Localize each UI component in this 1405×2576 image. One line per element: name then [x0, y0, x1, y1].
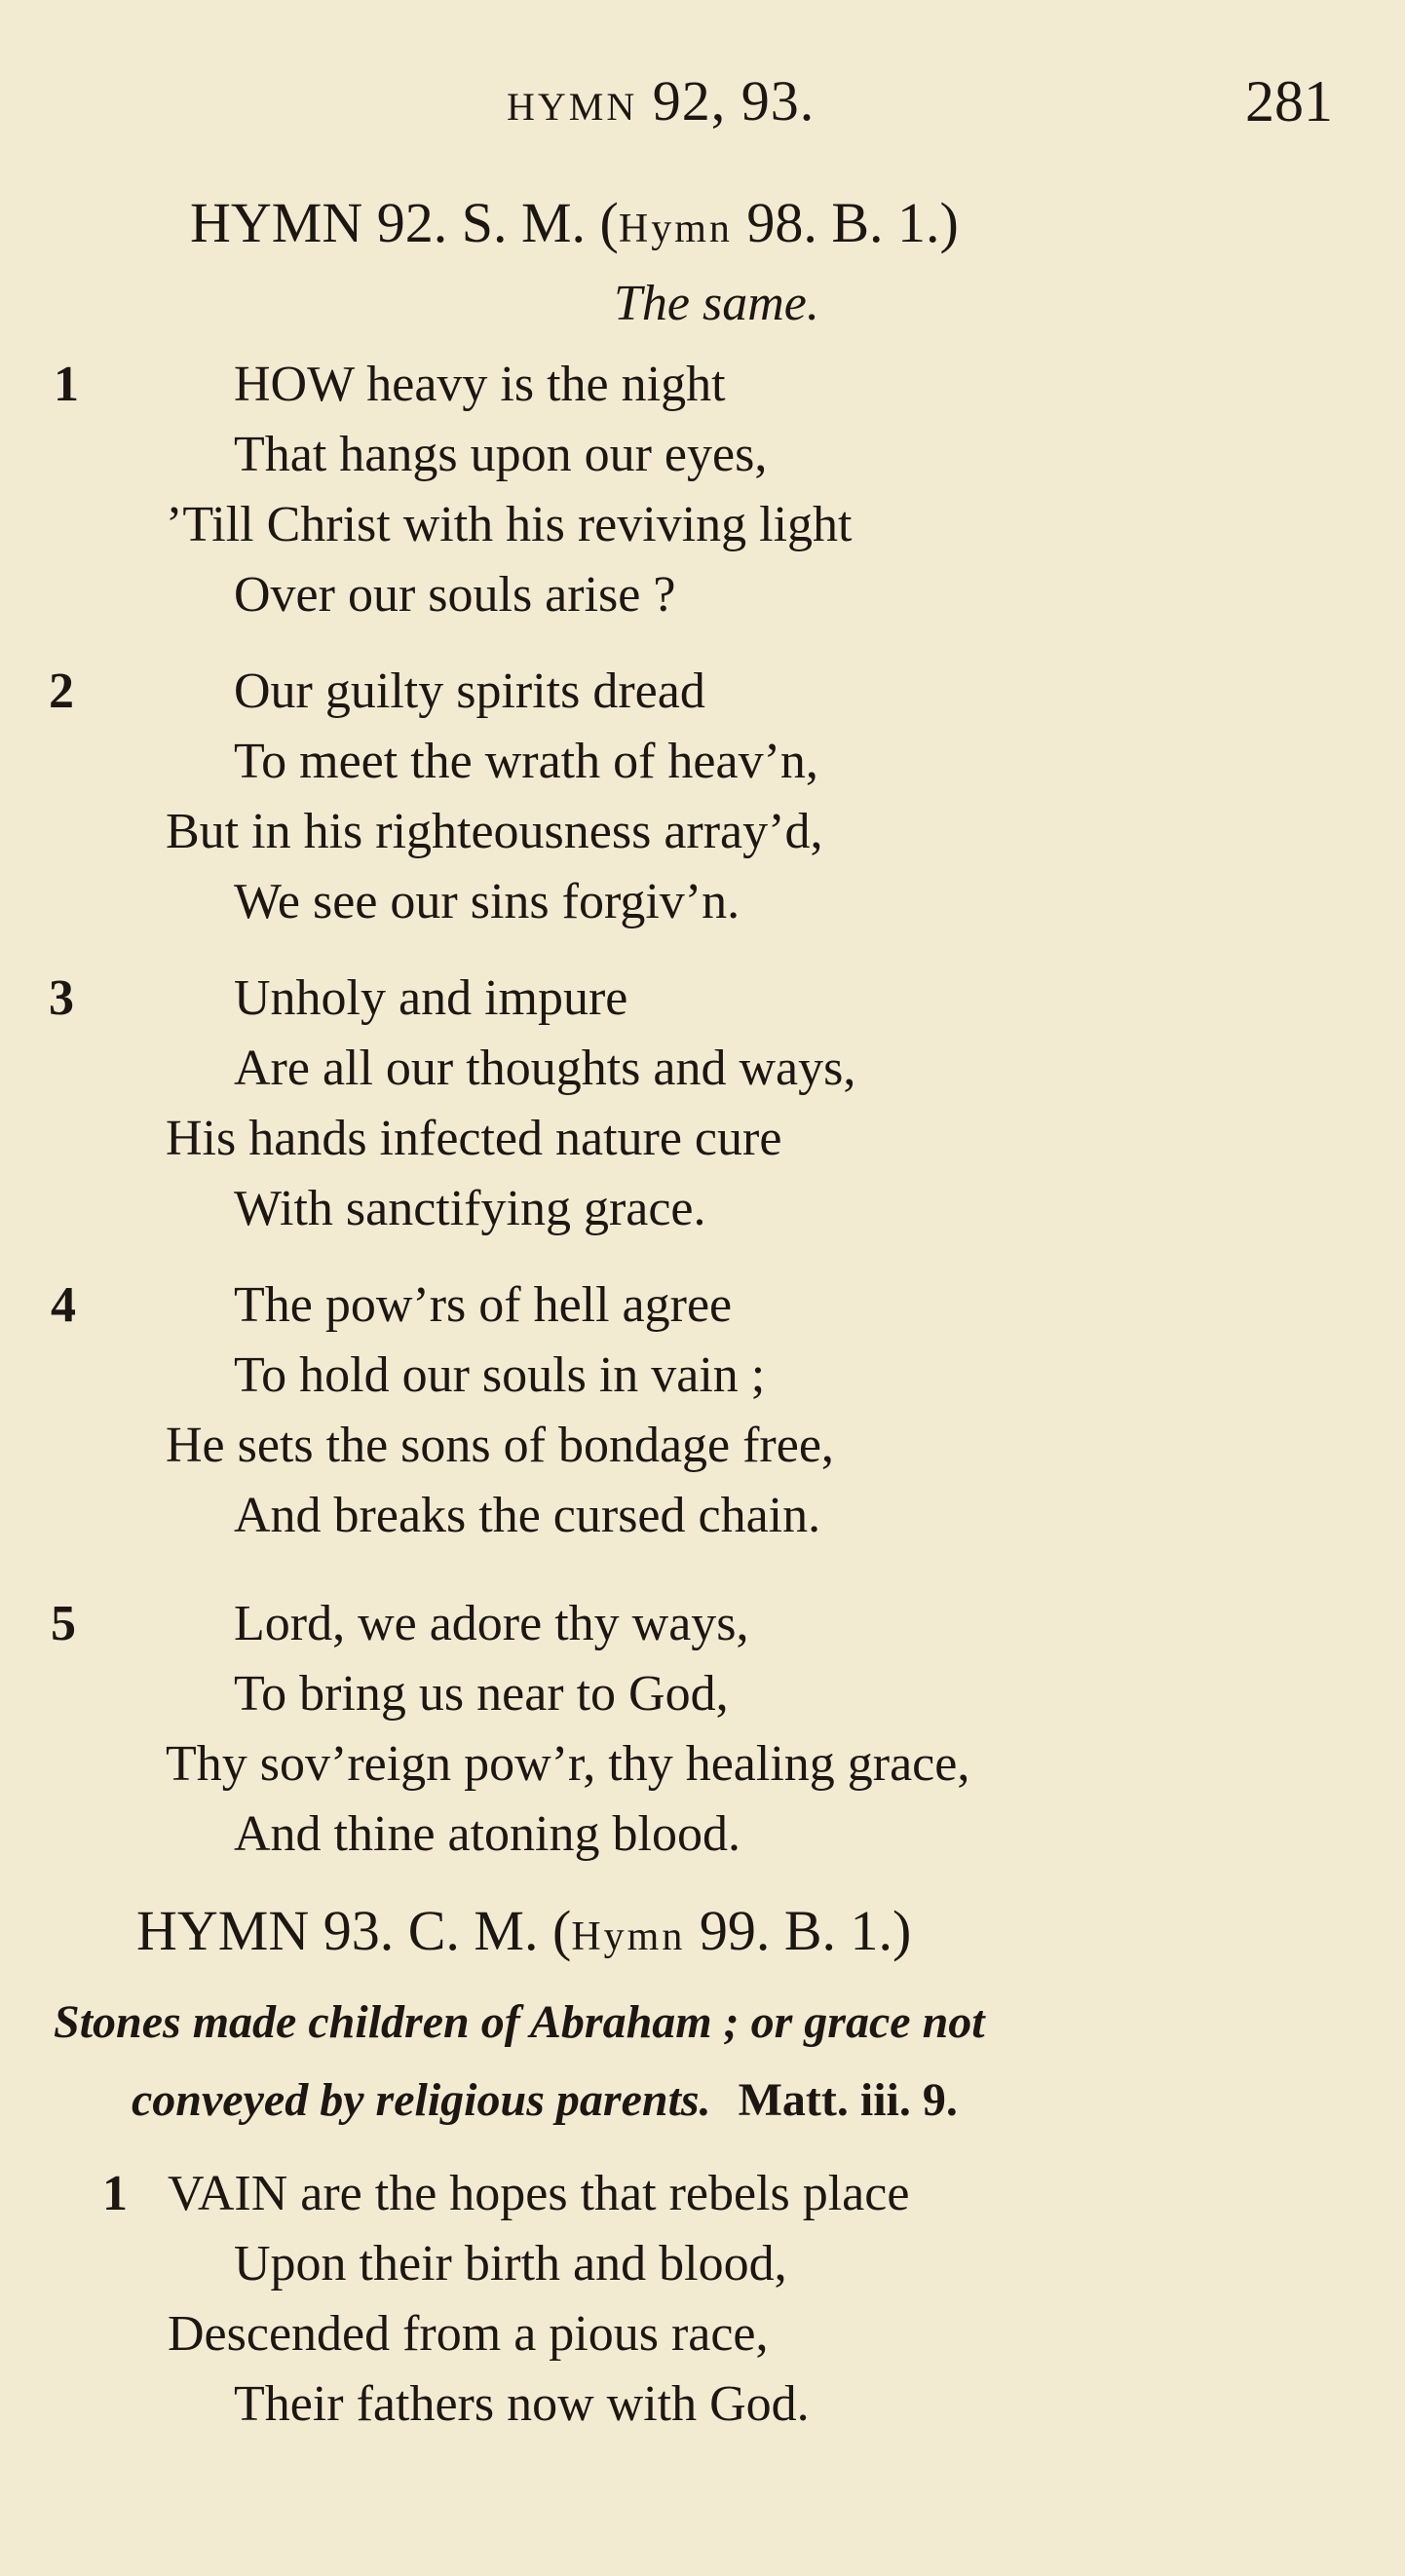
verse-line: To bring us near to God, [234, 1666, 729, 1722]
verse-number: 1 [102, 2166, 128, 2221]
verse-line: VAIN are the hopes that rebels place [168, 2166, 910, 2221]
verse-line: He sets the sons of bondage free, [166, 1418, 834, 1473]
verse-number: 4 [51, 1277, 76, 1333]
verse-number: 2 [49, 663, 74, 719]
verse-line: Are all our thoughts and ways, [234, 1041, 856, 1096]
verse-line: And breaks the cursed chain. [234, 1488, 821, 1543]
hymn-93-heading [136, 1898, 911, 1963]
verse-line: His hands infected nature cure [166, 1111, 782, 1166]
verse-line: Unholy and impure [234, 970, 628, 1026]
verse-line: The pow’rs of hell agree [234, 1277, 733, 1333]
verse-line: Upon their birth and blood, [234, 2236, 787, 2292]
verse-line: Descended from a pious race, [168, 2306, 769, 2362]
hymn-93-heading-smallcaps: Hymn [571, 1914, 686, 1959]
hymn-92-heading-tail: 98. B. 1.) [732, 191, 959, 254]
verse-number: 5 [51, 1596, 76, 1651]
verse-line: To hold our souls in vain ; [234, 1347, 766, 1403]
verse-line: But in his righteousness array’d, [166, 804, 823, 859]
verse-number: 1 [54, 357, 79, 412]
verse-line: With sanctifying grace. [234, 1181, 706, 1236]
page-number: 281 [1245, 69, 1333, 133]
hymn-92-heading-smallcaps: Hymn [618, 207, 733, 251]
verse-number: 3 [49, 970, 74, 1026]
running-title [507, 68, 815, 133]
hymn-93-subtitle-text: conveyed by religious parents. [132, 2074, 711, 2126]
running-title-prefix: HYMN [507, 85, 638, 129]
hymn-92-heading [190, 190, 959, 255]
verse-line: HOW heavy is the night [234, 357, 726, 412]
verse-line: Their fathers now with God. [234, 2376, 810, 2432]
verse-line: Thy sov’reign pow’r, thy healing grace, [166, 1736, 970, 1792]
verse-line: We see our sins forgiv’n. [234, 874, 740, 929]
verse-line: Over our souls arise ? [234, 567, 676, 623]
hymn-93-subtitle-line-1: Stones made children of Abraham ; or grace not [54, 1996, 985, 2048]
verse-line: Lord, we adore thy ways, [234, 1596, 749, 1651]
running-header [0, 68, 1405, 146]
verse-line: And thine atoning blood. [234, 1806, 740, 1862]
hymn-93-heading-main: HYMN 93. C. M. ( [136, 1899, 572, 1962]
verse-line: Our guilty spirits dread [234, 663, 705, 719]
hymn-92-subtitle: The same. [614, 276, 819, 331]
verse-line: That hangs upon our eyes, [234, 427, 768, 482]
hymn-92-heading-main: HYMN 92. S. M. ( [190, 191, 619, 254]
verse-line: ’Till Christ with his reviving light [166, 497, 853, 552]
running-title-numbers: 92, 93. [652, 69, 816, 133]
hymn-93-heading-tail: 99. B. 1.) [685, 1899, 912, 1962]
hymn-93-subtitle-line-2 [132, 2073, 958, 2127]
verse-line: To meet the wrath of heav’n, [234, 734, 818, 789]
scripture-reference: Matt. iii. 9. [738, 2074, 958, 2126]
